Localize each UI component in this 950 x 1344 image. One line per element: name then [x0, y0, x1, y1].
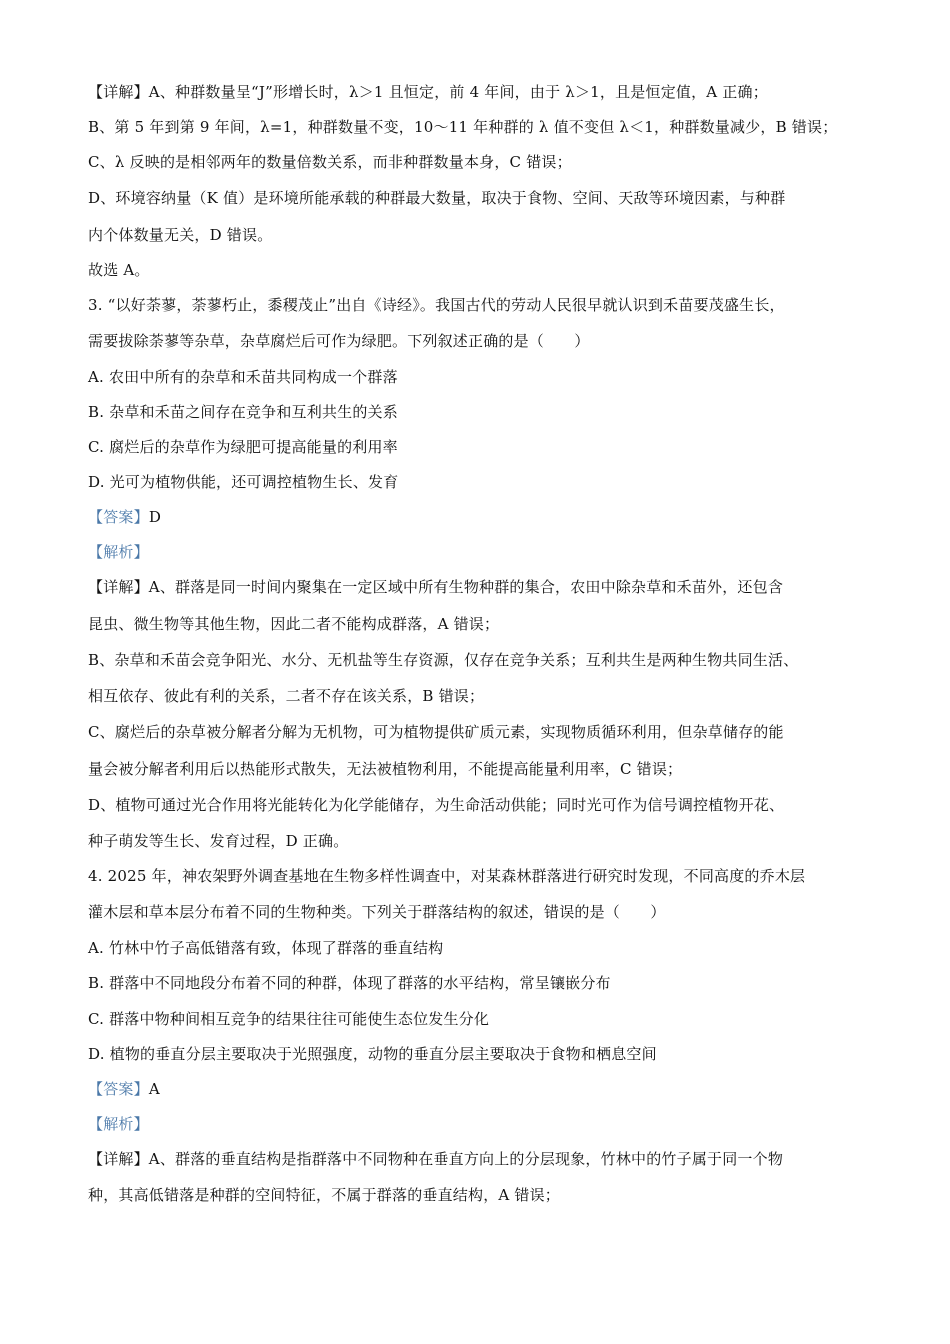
q2-conclusion: 故选 A。: [88, 261, 150, 279]
q3-explanation-line-1: 【详解】A、群落是同一时间内聚集在一定区域中所有生物种群的集合，农田中除杂草和禾苗外，还包含: [88, 578, 784, 596]
q3-stem-line-2: 需要拔除荼蓼等杂草，杂草腐烂后可作为绿肥。下列叙述正确的是（ ）: [88, 332, 590, 350]
q3-explanation-line-5: C、腐烂后的杂草被分解者分解为无机物，可为植物提供矿质元素，实现物质循环利用，但杂草储存的能: [88, 723, 784, 741]
q4-option-d: D. 植物的垂直分层主要取决于光照强度，动物的垂直分层主要取决于食物和栖息空间: [88, 1045, 657, 1063]
q3-explanation-line-8: 种子萌发等生长、发育过程，D 正确。: [88, 832, 349, 850]
q3-stem-line-1: 3. “以好荼蓼，荼蓼朽止，黍稷茂止”出自《诗经》。我国古代的劳动人民很早就认识到禾苗要茂盛生长，: [88, 296, 785, 314]
q2-explanation-line-3: C、λ 反映的是相邻两年的数量倍数关系，而非种群数量本身，C 错误；: [88, 153, 572, 171]
q4-answer: [88, 1079, 160, 1099]
q4-explanation-line-1: 【详解】A、群落的垂直结构是指群落中不同物种在垂直方向上的分层现象，竹林中的竹子属于同一个物: [88, 1150, 784, 1168]
q4-stem-line-2: 灌木层和草本层分布着不同的生物种类。下列关于群落结构的叙述，错误的是（ ）: [88, 903, 666, 921]
q4-analysis-label: 【解析】: [88, 1115, 149, 1133]
q4-option-c: C. 群落中物种间相互竞争的结果往往可能使生态位发生分化: [88, 1010, 490, 1028]
q2-explanation-line-1: 【详解】A、种群数量呈“J”形增长时，λ＞1 且恒定，前 4 年间，由于 λ＞1，且是恒定值，A 正确；: [88, 83, 768, 101]
q3-option-b: B. 杂草和禾苗之间存在竞争和互利共生的关系: [88, 403, 398, 421]
q3-answer: [88, 507, 161, 527]
q3-explanation-line-7: D、植物可通过光合作用将光能转化为化学能储存，为生命活动供能；同时光可作为信号调控植物开花、: [88, 796, 785, 814]
q3-answer-value: D: [148, 508, 162, 526]
q2-explanation-line-2: B、第 5 年到第 9 年间，λ=1，种群数量不变，10～11 年种群的 λ 值不变但 λ＜1，种群数量减少，B 错误；: [88, 118, 838, 136]
q3-explanation-line-2: 昆虫、微生物等其他生物，因此二者不能构成群落，A 错误；: [88, 615, 500, 633]
q3-option-c: C. 腐烂后的杂草作为绿肥可提高能量的利用率: [88, 438, 398, 456]
q3-answer-label: 【答案】: [88, 508, 149, 526]
q3-analysis-label: 【解析】: [88, 543, 149, 561]
q3-explanation-line-3: B、杂草和禾苗会竞争阳光、水分、无机盐等生存资源，仅存在竞争关系；互利共生是两种生物共同生活、: [88, 651, 799, 669]
q3-option-d: D. 光可为植物供能，还可调控植物生长、发育: [88, 473, 399, 491]
q4-explanation-line-2: 种，其高低错落是种群的空间特征，不属于群落的垂直结构，A 错误；: [88, 1186, 561, 1204]
q3-explanation-line-6: 量会被分解者利用后以热能形式散失，无法被植物利用，不能提高能量利用率，C 错误；: [88, 760, 683, 778]
q4-option-a: A. 竹林中竹子高低错落有致，体现了群落的垂直结构: [88, 939, 444, 957]
q2-explanation-line-4: D、环境容纳量（K 值）是环境所能承载的种群最大数量，取决于食物、空间、天敌等环境因素，与种群: [88, 189, 786, 207]
q3-option-a: A. 农田中所有的杂草和禾苗共同构成一个群落: [88, 368, 398, 386]
q4-answer-value: A: [148, 1080, 160, 1098]
q4-option-b: B. 群落中不同地段分布着不同的种群，体现了群落的水平结构，常呈镶嵌分布: [88, 974, 611, 992]
q3-explanation-line-4: 相互依存、彼此有利的关系，二者不存在该关系，B 错误；: [88, 687, 485, 705]
q4-stem-line-1: 4. 2025 年，神农架野外调查基地在生物多样性调查中，对某森林群落进行研究时发现，不同高度的乔木层: [88, 867, 806, 885]
q2-explanation-line-5: 内个体数量无关，D 错误。: [88, 226, 273, 244]
q4-answer-label: 【答案】: [88, 1080, 149, 1098]
